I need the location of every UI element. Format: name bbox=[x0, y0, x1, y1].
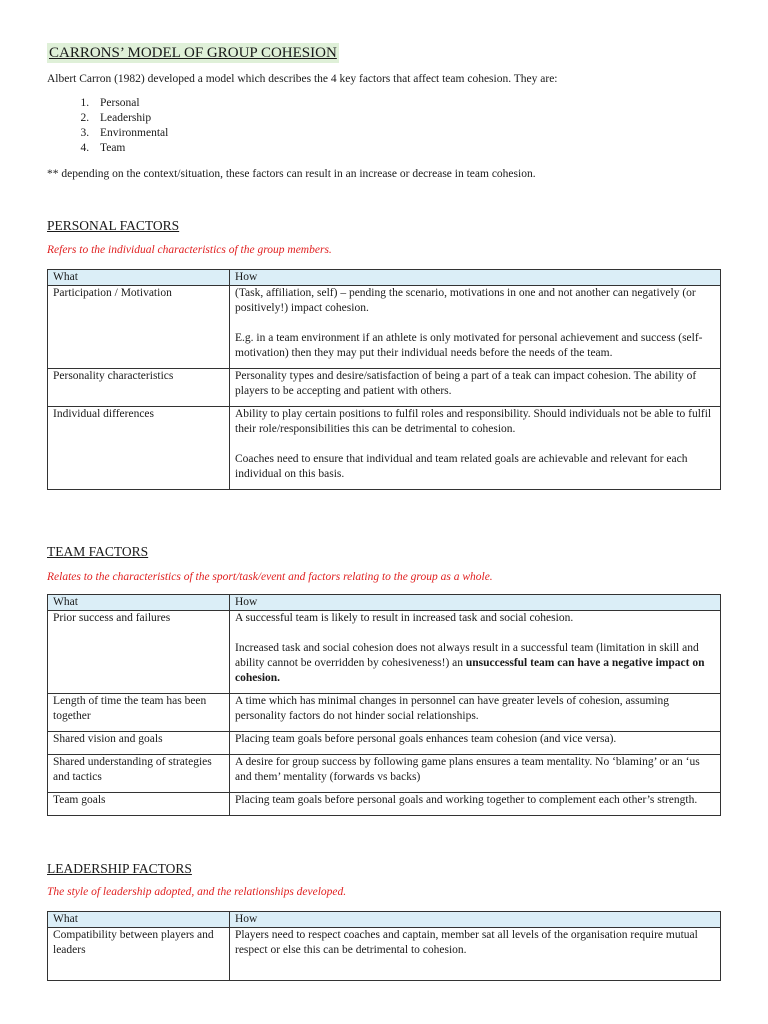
column-header-what: What bbox=[48, 270, 230, 286]
row-how: Personality types and desire/satisfaction of being a part of a teak can impact cohesion. The ability of players to be accepting and patient with others. bbox=[230, 369, 721, 407]
personal-factors-heading: PERSONAL FACTORS bbox=[47, 218, 180, 233]
column-header-how: How bbox=[230, 270, 721, 286]
leadership-factors-heading: LEADERSHIP FACTORS bbox=[47, 861, 192, 876]
row-what: Shared understanding of strategies and tactics bbox=[48, 755, 230, 793]
table-row bbox=[48, 286, 721, 369]
row-how: A time which has minimal changes in personnel can have greater levels of cohesion, assuming personality factors do not hinder social relationships. bbox=[230, 694, 721, 732]
row-how: A desire for group success by following game plans ensures a team mentality. No ‘blaming’ or an ‘us and them’ mentality (forwards vs backs) bbox=[230, 755, 721, 793]
personal-factors-table bbox=[47, 269, 721, 490]
table-row bbox=[48, 928, 721, 981]
table-row bbox=[48, 793, 721, 816]
column-header-what: What bbox=[48, 912, 230, 928]
team-factors-description: Relates to the characteristics of the sport/task/event and factors relating to the group as a whole. bbox=[47, 571, 493, 583]
table-row bbox=[48, 407, 721, 490]
intro-paragraph: Albert Carron (1982) developed a model which describes the 4 key factors that affect team cohesion. They are: bbox=[47, 73, 558, 85]
row-what: Individual differences bbox=[48, 407, 230, 490]
row-how: A successful team is likely to result in increased task and social cohesion. Increased task and social cohesion does not always result in a successful team (limitation in skill and ability cannot be overridden by cohesiveness!) an unsuccessful team can have a negative impact on cohesion. bbox=[230, 611, 721, 694]
row-how: Ability to play certain positions to fulfil roles and responsibility. Should individuals not be able to fulfil their role/responsibilities this can be detrimental to cohesion. Coaches need to ensure that individual and team related goals are achievable and relevant for each individual on this basis. bbox=[230, 407, 721, 490]
table-row bbox=[48, 732, 721, 755]
row-what: Shared vision and goals bbox=[48, 732, 230, 755]
table-row bbox=[48, 369, 721, 407]
row-how: Placing team goals before personal goals and working together to complement each other’s strength. bbox=[230, 793, 721, 816]
leadership-factors-description: The style of leadership adopted, and the relationships developed. bbox=[47, 886, 347, 898]
team-factors-heading: TEAM FACTORS bbox=[47, 544, 149, 559]
row-what: Prior success and failures bbox=[48, 611, 230, 694]
column-header-how: How bbox=[230, 595, 721, 611]
column-header-what: What bbox=[48, 595, 230, 611]
row-how: (Task, affiliation, self) – pending the scenario, motivations in one and not another can negatively (or positively!) impact cohesion. E.g. in a team environment if an athlete is only motivated for personal achievement and success (self-motivation) then they may put their individual needs before the needs of the team. bbox=[230, 286, 721, 369]
table-row bbox=[48, 611, 721, 694]
personal-factors-description: Refers to the individual characteristics of the group members. bbox=[47, 244, 332, 256]
context-note: ** depending on the context/situation, these factors can result in an increase or decrease in team cohesion. bbox=[47, 168, 536, 180]
row-what: Personality characteristics bbox=[48, 369, 230, 407]
table-header-row bbox=[48, 912, 721, 928]
row-what: Participation / Motivation bbox=[48, 286, 230, 369]
factors-list bbox=[47, 96, 168, 156]
table-row bbox=[48, 755, 721, 793]
table-header-row bbox=[48, 595, 721, 611]
page-title: CARRONS’ MODEL OF GROUP COHESION bbox=[49, 45, 337, 61]
column-header-how: How bbox=[230, 912, 721, 928]
table-row bbox=[48, 694, 721, 732]
row-how: Placing team goals before personal goals enhances team cohesion (and vice versa). bbox=[230, 732, 721, 755]
leadership-factors-table bbox=[47, 911, 721, 981]
row-what: Team goals bbox=[48, 793, 230, 816]
list-item: 2. Leadership bbox=[92, 111, 168, 126]
list-item: 3. Environmental bbox=[92, 126, 168, 141]
row-what: Compatibility between players and leaders bbox=[48, 928, 230, 981]
list-item: 1. Personal bbox=[92, 96, 168, 111]
row-what: Length of time the team has been together bbox=[48, 694, 230, 732]
row-how: Players need to respect coaches and captain, member sat all levels of the organisation require mutual respect or else this can be detrimental to cohesion. bbox=[230, 928, 721, 981]
list-item: 4. Team bbox=[92, 141, 168, 156]
team-factors-table bbox=[47, 594, 721, 816]
table-header-row bbox=[48, 270, 721, 286]
